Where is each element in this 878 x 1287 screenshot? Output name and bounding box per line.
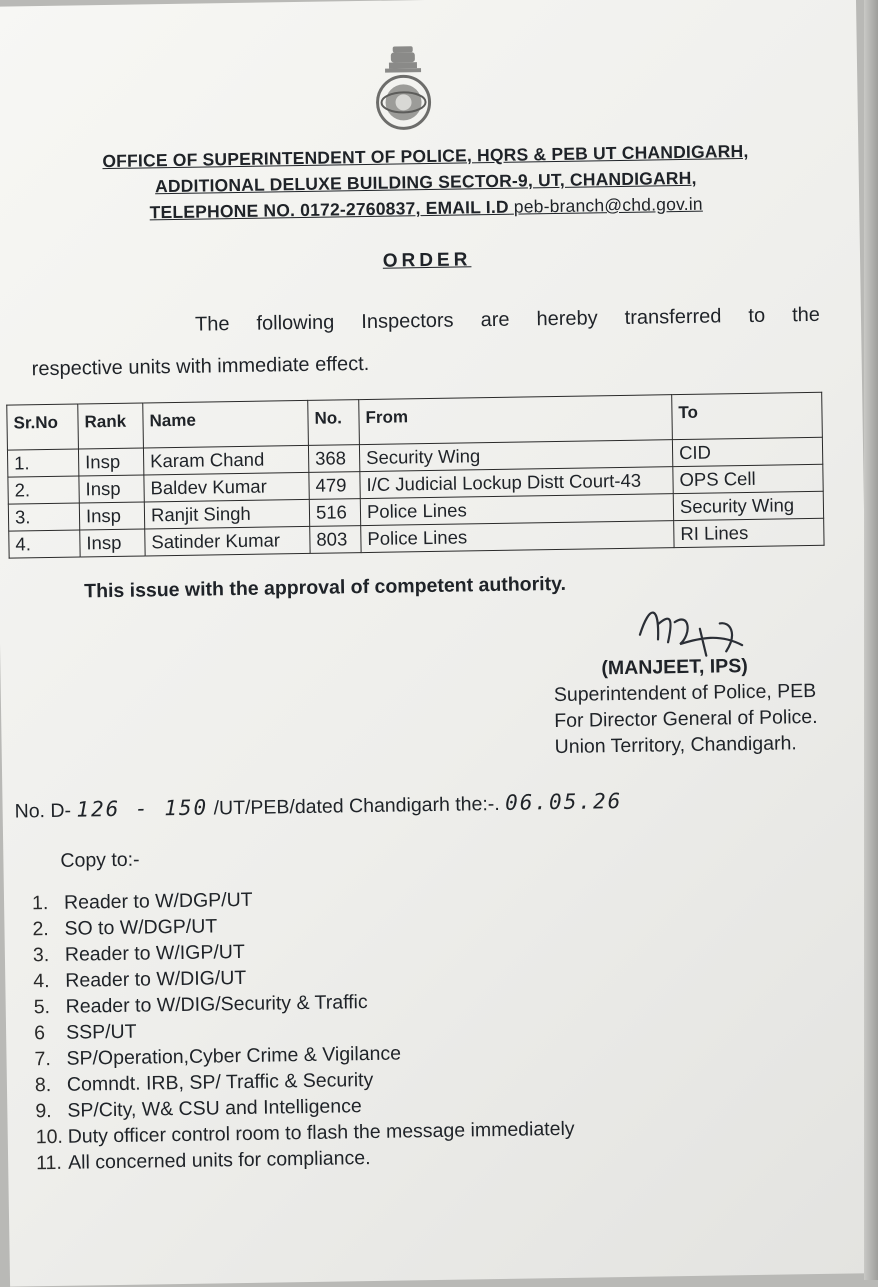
cell-srno: 1.: [7, 449, 78, 477]
header-from: From: [359, 395, 673, 445]
list-item-number: 2.: [32, 918, 49, 941]
cell-srno: 3.: [8, 503, 79, 531]
list-item-number: 7.: [34, 1048, 51, 1071]
list-item-text: Reader to W/DIG/UT: [65, 966, 247, 992]
header-number: No.: [308, 400, 360, 446]
list-item-number: 5.: [33, 996, 51, 1019]
office-header-line1: OFFICE OF SUPERINTENDENT OF POLICE, HQRS & PEB UT CHANDIGARH,: [102, 140, 749, 172]
cell-from: Security Wing: [359, 440, 672, 472]
cell-name: Baldev Kumar: [144, 472, 309, 502]
list-item-number: 1.: [31, 892, 49, 915]
list-item-number: 11.: [35, 1151, 63, 1175]
cell-to: CID: [672, 437, 822, 466]
cell-number: 368: [308, 445, 359, 473]
cell-srno: 2.: [8, 476, 79, 504]
list-item-number: 8.: [34, 1074, 52, 1097]
cell-number: 479: [309, 472, 360, 500]
list-item-text: SO to W/DGP/UT: [64, 915, 218, 940]
email-link[interactable]: peb-branch@chd.gov.in: [513, 193, 703, 217]
order-title: ORDER: [382, 249, 472, 272]
list-item-number: 9.: [35, 1100, 52, 1123]
header-srno: Sr.No: [7, 404, 79, 450]
cell-to: Security Wing: [673, 491, 823, 520]
cell-from: Police Lines: [361, 521, 674, 553]
cell-srno: 4.: [9, 530, 80, 558]
cell-to: RI Lines: [674, 518, 824, 547]
copy-to-label: Copy to:-: [60, 848, 140, 872]
header-rank: Rank: [78, 403, 144, 449]
order-paragraph-line2: respective units with immediate effect.: [31, 352, 370, 381]
transfer-table: [6, 392, 824, 559]
approval-statement: This issue with the approval of competent authority.: [84, 572, 567, 603]
signatory-territory: Union Territory, Chandigarh.: [554, 732, 797, 759]
cell-name: Ranjit Singh: [144, 499, 309, 529]
cell-to: OPS Cell: [673, 464, 823, 493]
reference-prefix: No. D-: [14, 799, 72, 823]
state-emblem-icon: [371, 42, 436, 133]
cell-rank: Insp: [79, 475, 144, 503]
list-item-text: Comndt. IRB, SP/ Traffic & Security: [66, 1068, 374, 1096]
reference-line: [14, 789, 622, 824]
list-item-text: Duty officer control room to flash the message immediately: [67, 1117, 575, 1148]
header-name: Name: [143, 400, 309, 448]
signatory-name: (MANJEET, IPS): [601, 655, 748, 680]
list-item-number: 10.: [35, 1125, 64, 1149]
list-item-number: 6: [33, 1022, 46, 1045]
cell-number: 803: [310, 526, 361, 554]
cell-name: Satinder Kumar: [145, 526, 310, 556]
list-item-text: Reader to W/DGP/UT: [63, 888, 253, 914]
reference-date: 06.05.26: [504, 789, 623, 815]
cell-from: Police Lines: [360, 494, 673, 526]
list-item-number: 3.: [32, 944, 50, 967]
signatory-designation: Superintendent of Police, PEB: [553, 679, 817, 707]
list-item-number: 4.: [33, 970, 50, 993]
list-item-text: SSP/UT: [65, 1020, 137, 1044]
order-paragraph-line1: The following Inspectors are hereby transferred to the: [194, 303, 821, 336]
cell-rank: Insp: [79, 502, 144, 530]
list-item-text: Reader to W/IGP/UT: [64, 940, 245, 966]
cell-from: I/C Judicial Lockup Distt Court-43: [360, 467, 673, 499]
list-item-text: SP/City, W& CSU and Intelligence: [67, 1095, 362, 1122]
office-header-line2: ADDITIONAL DELUXE BUILDING SECTOR-9, UT, CHANDIGARH,: [154, 167, 697, 197]
signatory-block: [553, 652, 818, 760]
list-item-text: All concerned units for compliance.: [67, 1146, 371, 1174]
list-item-text: Reader to W/DIG/Security & Traffic: [65, 991, 368, 1018]
reference-number: 126 - 150: [76, 795, 209, 822]
cell-rank: Insp: [78, 448, 143, 476]
telephone-label: TELEPHONE NO. 0172-2760837, EMAIL I.D: [149, 196, 509, 223]
header-to: To: [672, 392, 823, 439]
signatory-on-behalf: For Director General of Police.: [554, 705, 818, 733]
reference-middle: /UT/PEB/dated Chandigarh the:-.: [213, 792, 500, 820]
list-item-text: SP/Operation,Cyber Crime & Vigilance: [66, 1042, 402, 1070]
cell-name: Karam Chand: [143, 445, 308, 475]
copy-list: [32, 882, 575, 1176]
page-edge-shadow: [864, 0, 878, 1280]
cell-rank: Insp: [80, 529, 145, 557]
cell-number: 516: [309, 499, 360, 527]
